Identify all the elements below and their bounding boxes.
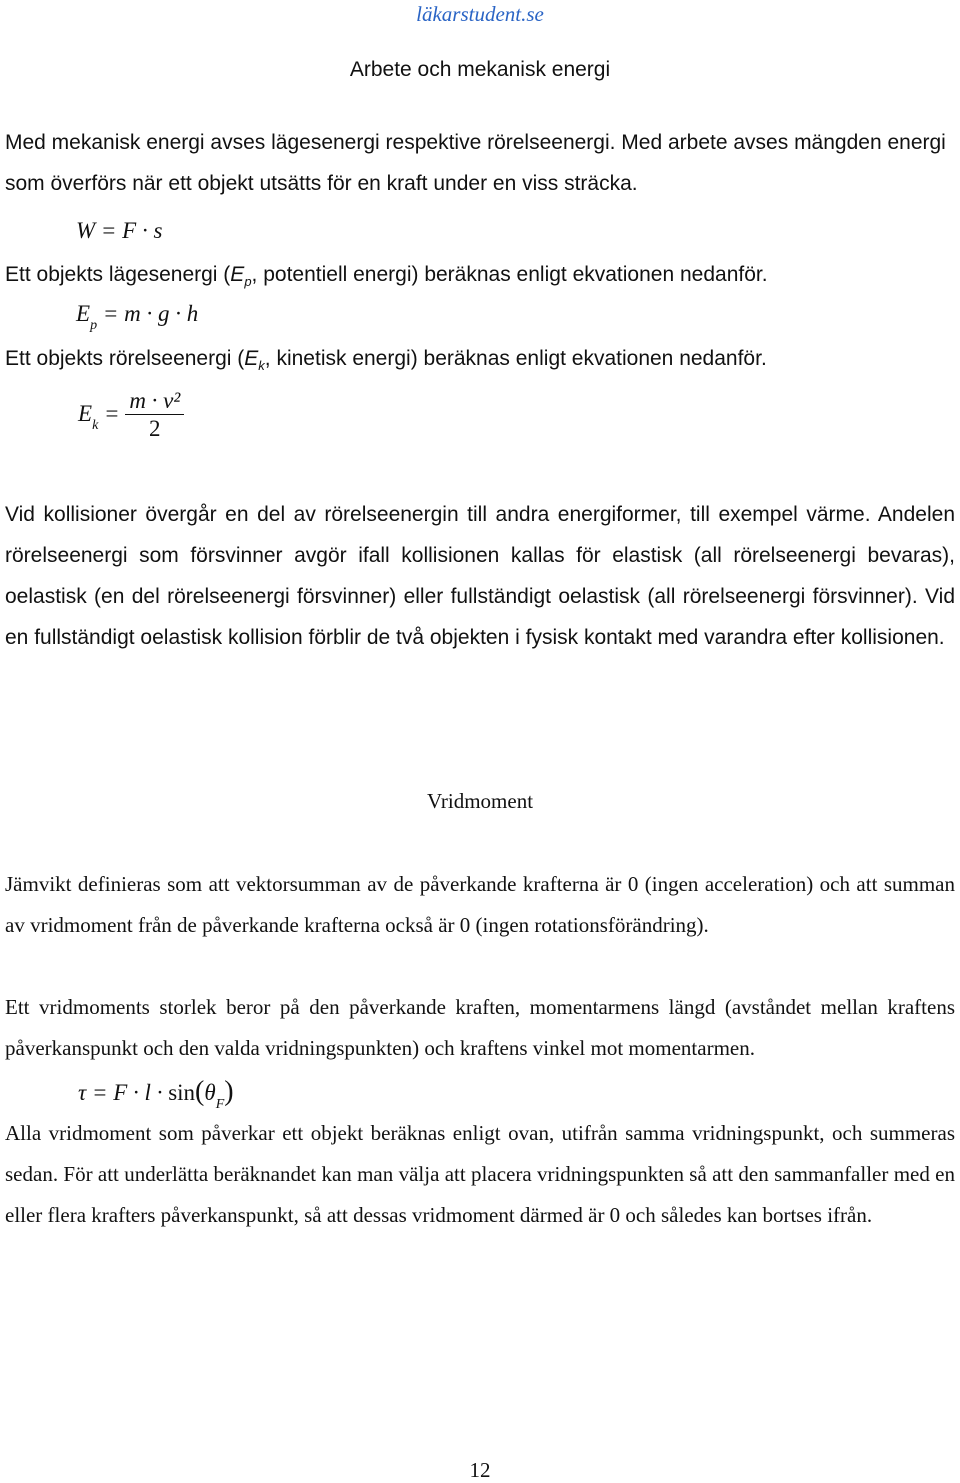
potential-formula-sub: p bbox=[90, 318, 98, 333]
kinetic-formula bbox=[78, 388, 184, 443]
kinetic-text-after: , kinetisk energi) beräknas enligt ekvationen nedanför. bbox=[264, 347, 767, 370]
potential-formula-rhs: = m · g · h bbox=[102, 301, 199, 326]
potential-formula bbox=[76, 301, 199, 333]
kinetic-numerator: m · v² bbox=[125, 388, 184, 415]
kinetic-energy-paragraph bbox=[5, 338, 955, 386]
torque-func: sin bbox=[168, 1080, 196, 1105]
work-formula: W = F · s bbox=[76, 218, 163, 243]
equilibrium-paragraph: Jämvikt definieras som att vektorsumman av de påverkande krafterna är 0 (ingen acceleration) och att summan av vridmoment från de påverkande krafterna också är 0 (ingen rotationsförändring). bbox=[5, 872, 955, 937]
kinetic-formula-eq: = bbox=[104, 400, 120, 426]
torque-open-paren: ( bbox=[195, 1076, 205, 1107]
potential-text-before: Ett objekts lägesenergi ( bbox=[5, 263, 231, 286]
kinetic-denominator: 2 bbox=[149, 416, 161, 441]
torque-arg-sub: F bbox=[215, 1097, 225, 1112]
torque-arg: θ bbox=[204, 1080, 216, 1105]
potential-symbol: E bbox=[230, 263, 245, 286]
torque-magnitude-paragraph: Ett vridmoments storlek beror på den påverkande kraften, momentarmens längd (avståndet mellan kraftens påverkanspunkt och den valda vridningspunkten) och kraftens vinkel mot momentarmen. bbox=[5, 995, 955, 1060]
page-number: 12 bbox=[469, 1458, 491, 1482]
collision-paragraph: Vid kollisioner övergår en del av rörelseenergin till andra energiformer, till exempel värme. Andelen rörelseenergi som försvinner avgör ifall kollisionen kallas för elastisk (all rörelseenergi bevaras), oelastisk (en del rörelseenergi försvinner) eller fullständigt oelastisk (all rörelseenergi försvinner). Vid en fullständigt oelastisk kollision förblir de två objekten i fysisk kontakt med varandra efter kollisionen. bbox=[5, 503, 955, 649]
kinetic-text-before: Ett objekts rörelseenergi ( bbox=[5, 347, 245, 370]
kinetic-formula-sub: k bbox=[92, 417, 99, 433]
kinetic-sub: k bbox=[258, 358, 265, 374]
torque-lhs: τ = F · l · bbox=[78, 1080, 169, 1105]
kinetic-fraction bbox=[125, 388, 184, 443]
torque-formula bbox=[78, 1076, 234, 1112]
torque-sum-paragraph: Alla vridmoment som påverkar ett objekt beräknas enligt ovan, utifrån samma vridningspunkt, och summeras sedan. För att underlätta beräknandet kan man välja att placera vridningspunkten så att den sammanfaller med en eller flera krafters påverkanspunkt, så att dessas vridmoment därmed är 0 och således kan bortses ifrån. bbox=[5, 1121, 955, 1227]
kinetic-symbol: E bbox=[244, 347, 259, 370]
potential-formula-lhs: E bbox=[76, 301, 91, 326]
potential-text-after: , potentiell energi) beräknas enligt ekvationen nedanför. bbox=[251, 263, 768, 286]
section-title-torque: Vridmoment bbox=[426, 789, 534, 813]
potential-sub: p bbox=[244, 274, 252, 290]
site-header[interactable]: läkarstudent.se bbox=[416, 2, 544, 26]
potential-energy-paragraph bbox=[5, 254, 955, 302]
intro-paragraph: Med mekanisk energi avses lägesenergi respektive rörelseenergi. Med arbete avses mängden energi som överförs när ett objekt utsätts för en kraft under en viss sträcka. bbox=[5, 131, 946, 195]
torque-close-paren: ) bbox=[224, 1076, 234, 1107]
kinetic-formula-lhs: E bbox=[78, 400, 93, 426]
section-title-energy: Arbete och mekanisk energi bbox=[349, 58, 611, 81]
